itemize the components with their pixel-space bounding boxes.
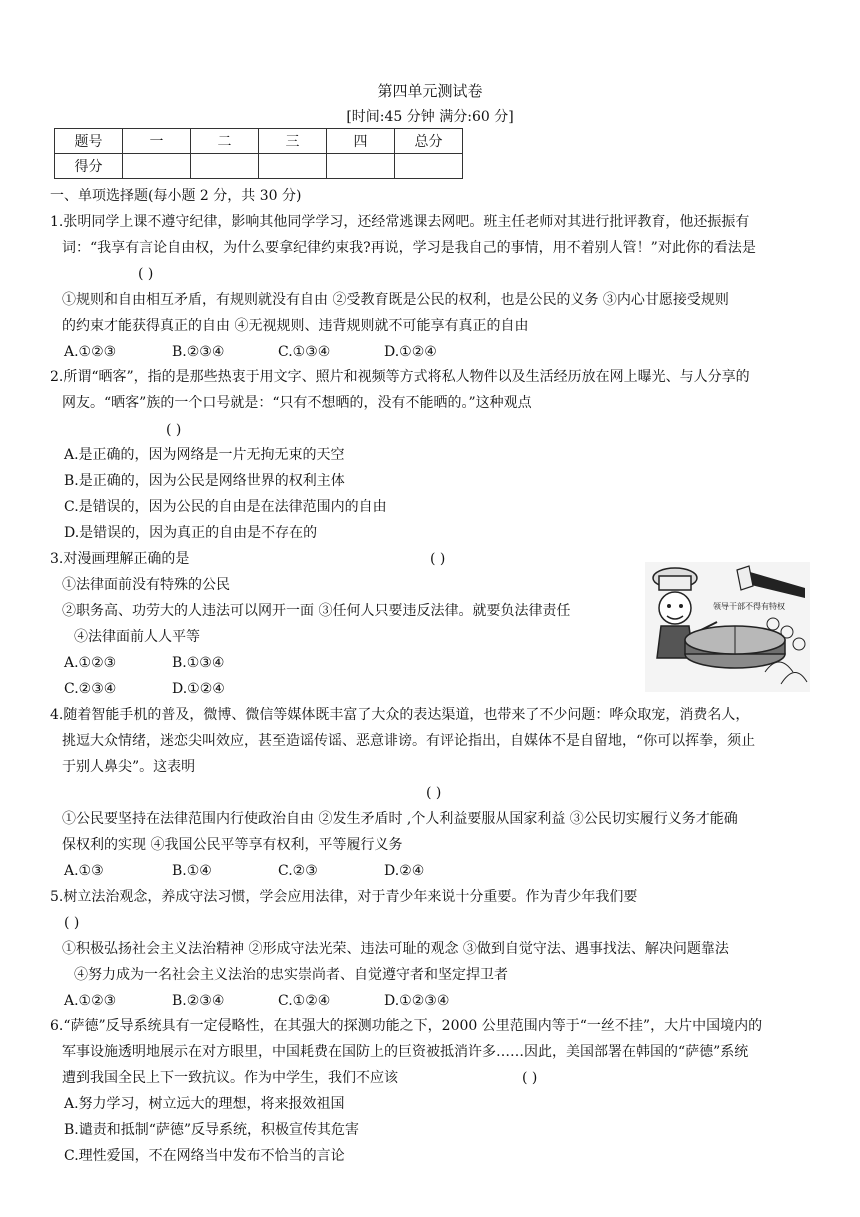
score-header-cell: 四	[327, 129, 395, 154]
q4-stem-line1: 4.随着智能手机的普及，微博、微信等媒体既丰富了大众的表达渠道，也带来了不少问题：哗众取宠，消费名人，	[50, 707, 750, 723]
q5-stem: 5.树立法治观念，养成守法习惯，学会应用法律，对于青少年来说十分重要。作为青少年我们要	[50, 889, 638, 905]
q4-option-c: C.②③	[278, 863, 318, 879]
q5-statement-line1: ①积极弘扬社会主义法治精神 ②形成守法光荣、违法可耻的观念 ③做到自觉守法、遇事找法、解决问题靠法	[62, 941, 729, 957]
q4-option-b: B.①④	[172, 863, 212, 879]
q3-option-a: A.①②③	[64, 655, 117, 671]
q6-stem-line2: 军事设施透明地展示在对方眼里，中国耗费在国防上的巨资被抵消许多……因此，美国部署在韩国的“萨德”系统	[62, 1044, 749, 1060]
score-cell[interactable]	[191, 154, 259, 179]
q5-option-c: C.①②④	[278, 993, 331, 1009]
q4-stem-line2: 挑逗大众情绪，迷恋尖叫效应，甚至造谣传谣、恶意诽谤。有评论指出，自媒体不是自留地，“你可以挥拳，须止	[62, 733, 756, 749]
q5-option-b: B.②③④	[172, 993, 225, 1009]
exam-meta: [时间:45 分钟 满分:60 分]	[346, 109, 514, 125]
q2-option-a: A.是正确的，因为网络是一片无拘无束的天空	[64, 447, 345, 463]
score-row-label: 得分	[55, 154, 123, 179]
q1-stem-line1: 1.张明同学上课不遵守纪律，影响其他同学学习，还经常逃课去网吧。班主任老师对其进行批评教育，他还振振有	[50, 214, 750, 230]
q3-statement-line2: ②职务高、功劳大的人违法可以网开一面 ③任何人只要违反法律。就要负法律责任	[62, 603, 571, 619]
cartoon-caption: 领导干部不得有特权	[713, 602, 785, 611]
score-table-row	[55, 154, 463, 179]
cartoon-illustration	[645, 562, 810, 692]
page-title: 第四单元测试卷	[377, 82, 483, 100]
q3-option-d: D.①②④	[172, 681, 225, 697]
score-table	[54, 128, 463, 179]
q5-answer-paren: ( )	[64, 915, 80, 931]
q3-statement-line1: ①法律面前没有特殊的公民	[62, 577, 230, 593]
score-table-header	[55, 129, 463, 154]
q2-option-c: C.是错误的，因为公民的自由是在法律范围内的自由	[64, 499, 387, 515]
score-header-cell: 三	[259, 129, 327, 154]
q5-option-a: A.①②③	[64, 993, 117, 1009]
q3-stem: 3.对漫画理解正确的是	[50, 551, 190, 567]
q6-answer-paren: ( )	[522, 1070, 538, 1086]
score-header-cell: 二	[191, 129, 259, 154]
q2-stem-line1: 2.所谓“晒客”，指的是那些热衷于用文字、照片和视频等方式将私人物件以及生活经历放在网上曝光、与人分享的	[50, 369, 750, 385]
q6-stem-line3: 遭到我国全民上下一致抗议。作为中学生，我们不应该	[62, 1070, 398, 1086]
q6-option-b: B.谴责和抵制“萨德”反导系统，积极宣传其危害	[64, 1122, 360, 1138]
q6-option-c: C.理性爱国，不在网络当中发布不恰当的言论	[64, 1148, 345, 1164]
score-cell[interactable]	[123, 154, 191, 179]
q2-option-d: D.是错误的，因为真正的自由是不存在的	[64, 525, 318, 541]
q4-statement-line2: 保权利的实现 ④我国公民平等享有权利，平等履行义务	[62, 837, 403, 853]
q5-statement-line2: ④努力成为一名社会主义法治的忠实崇尚者、自觉遵守者和坚定捍卫者	[74, 967, 508, 983]
q1-option-c: C.①③④	[278, 344, 331, 360]
score-cell[interactable]	[327, 154, 395, 179]
q6-stem-line1: 6.“萨德”反导系统具有一定侵略性，在其强大的探测功能之下，2000 公里范围内等于“一丝不挂”，大片中国境内的	[50, 1018, 763, 1034]
section-heading: 一、单项选择题(每小题 2 分，共 30 分)	[50, 188, 302, 204]
q4-option-d: D.②④	[384, 863, 425, 879]
score-cell[interactable]	[259, 154, 327, 179]
score-header-cell: 一	[123, 129, 191, 154]
q1-statement-line1: ①规则和自由相互矛盾，有规则就没有自由 ②受教育既是公民的权利，也是公民的义务 ③内心甘愿接受规则	[62, 292, 729, 308]
q5-option-d: D.①②③④	[384, 993, 450, 1009]
q4-stem-line3: 于别人鼻尖”。这表明	[62, 759, 196, 775]
score-cell[interactable]	[395, 154, 463, 179]
q1-statement-line2: 的约束才能获得真正的自由 ④无视规则、违背规则就不可能享有真正的自由	[62, 318, 529, 334]
q4-answer-paren: ( )	[426, 785, 442, 801]
score-header-cell: 总分	[395, 129, 463, 154]
q3-option-c: C.②③④	[64, 681, 117, 697]
q1-option-d: D.①②④	[384, 344, 437, 360]
score-header-cell: 题号	[55, 129, 123, 154]
q2-stem-line2: 网友。“晒客”族的一个口号就是：“只有不想晒的，没有不能晒的。”这种观点	[62, 395, 532, 411]
q6-option-a: A.努力学习，树立远大的理想，将来报效祖国	[64, 1096, 345, 1112]
q4-statement-line1: ①公民要坚持在法律范围内行使政治自由 ②发生矛盾时 ,个人利益要服从国家利益 ③公民切实履行义务才能确	[62, 811, 738, 827]
q3-statement-line3: ④法律面前人人平等	[74, 629, 200, 645]
q2-answer-paren: ( )	[166, 422, 182, 438]
q1-option-a: A.①②③	[64, 344, 117, 360]
q1-answer-paren: ( )	[138, 266, 154, 282]
q2-option-b: B.是正确的，因为公民是网络世界的权利主体	[64, 473, 345, 489]
q3-option-b: B.①③④	[172, 655, 225, 671]
q3-answer-paren: ( )	[430, 551, 446, 567]
q1-option-b: B.②③④	[172, 344, 225, 360]
q4-option-a: A.①③	[64, 863, 104, 879]
q1-stem-line2: 词：“我享有言论自由权，为什么要拿纪律约束我?再说，学习是我自己的事情，用不着别人管！”对此你的看法是	[62, 240, 756, 256]
